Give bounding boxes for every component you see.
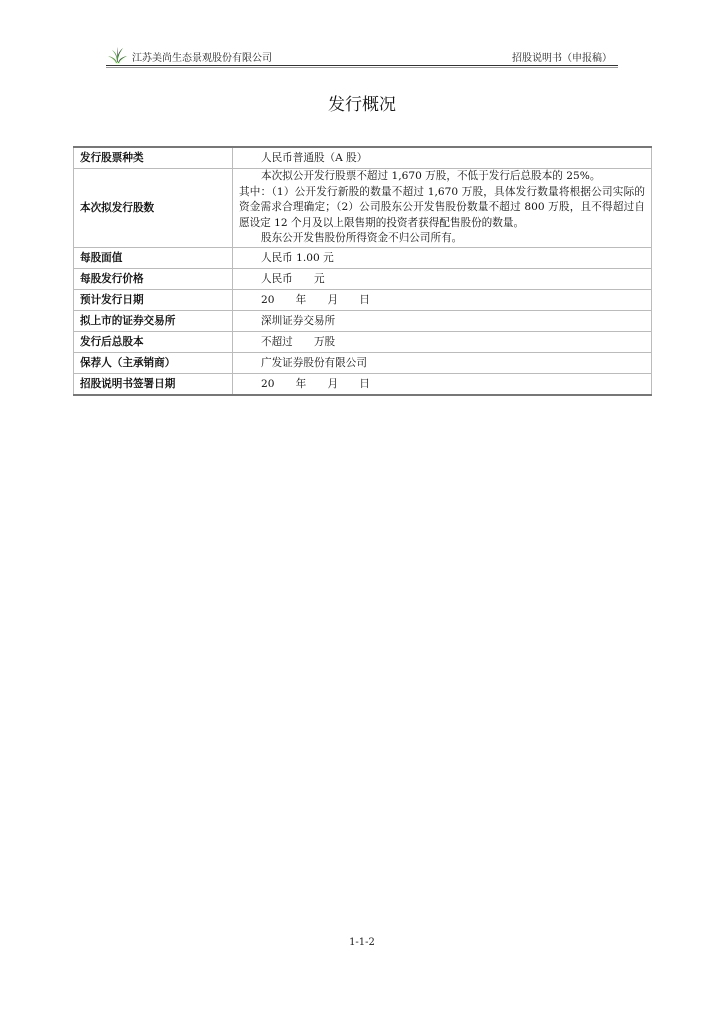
- row-value: 广发证券股份有限公司: [233, 352, 652, 373]
- row-label: 预计发行日期: [74, 289, 233, 310]
- table-row: [74, 289, 652, 310]
- row-value: 20 年 月 日: [233, 373, 652, 395]
- company-name: 江苏美尚生态景观股份有限公司: [132, 53, 272, 64]
- row-value: 人民币 1.00 元: [233, 247, 652, 268]
- header-rule-thin: [106, 67, 618, 68]
- row-value: 深圳证券交易所: [233, 310, 652, 331]
- table-row: [74, 147, 652, 169]
- value-paragraph: 其中：（1）公开发行新股的数量不超过 1,670 万股，具体发行数量将根据公司实际的资金需求合理确定；（2）公司股东公开发售股份数量不超过 800 万股，且不得超过自愿设定 12 个月及以上限售期的投资者获得配售股份的数量。: [239, 185, 645, 229]
- row-label: 拟上市的证券交易所: [74, 310, 233, 331]
- value-paragraph: 本次拟公开发行股票不超过 1,670 万股，不低于发行后总股本的 25%。: [261, 170, 601, 182]
- table-row: [74, 331, 652, 352]
- issuance-overview-table: [73, 146, 652, 396]
- row-label: 发行后总股本: [74, 331, 233, 352]
- row-value: 人民币 元: [233, 268, 652, 289]
- table-row: [74, 373, 652, 395]
- company-logo-icon: [106, 46, 128, 64]
- page-title: 发行概况: [328, 95, 396, 115]
- table-row: [74, 169, 652, 248]
- row-label: 每股面值: [74, 247, 233, 268]
- row-value: 人民币普通股（A 股）: [233, 147, 652, 169]
- row-label: 每股发行价格: [74, 268, 233, 289]
- row-value: 不超过 万股: [233, 331, 652, 352]
- table-row: [74, 310, 652, 331]
- table-row: [74, 352, 652, 373]
- header-rule: [106, 65, 618, 66]
- document-type: 招股说明书（申报稿）: [512, 53, 612, 64]
- row-label: 发行股票种类: [74, 147, 233, 169]
- page-header: [106, 44, 618, 66]
- table-row: [74, 268, 652, 289]
- row-label: 本次拟发行股数: [74, 169, 233, 248]
- row-value: 20 年 月 日: [233, 289, 652, 310]
- row-value-multiline: [233, 169, 652, 248]
- table-row: [74, 247, 652, 268]
- page-number: 1-1-2: [349, 937, 375, 948]
- value-paragraph: 股东公开发售股份所得资金不归公司所有。: [261, 232, 463, 245]
- row-label: 保荐人（主承销商）: [74, 352, 233, 373]
- row-label: 招股说明书签署日期: [74, 373, 233, 395]
